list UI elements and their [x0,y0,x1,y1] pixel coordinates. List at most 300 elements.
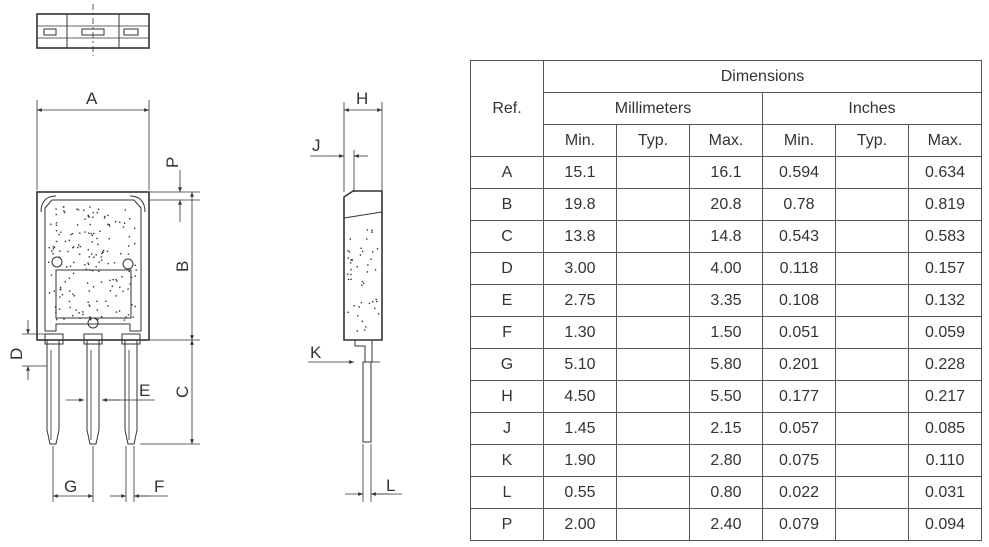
texture-speckle [134,265,135,266]
side-view [344,191,382,442]
cell-in-typ [836,349,909,381]
dimension-g [53,446,93,502]
cell-mm-typ [617,317,690,349]
cell-in-typ [836,509,909,541]
texture-speckle [122,291,123,292]
cell-mm-typ [617,509,690,541]
cell-ref: D [471,253,544,285]
cell-ref: C [471,221,544,253]
cell-in-min: 0.201 [763,349,836,381]
texture-speckle [99,231,100,232]
mm-typ-header: Typ. [617,125,690,157]
label-j: J [312,136,321,155]
cell-ref: L [471,477,544,509]
texture-speckle [361,302,362,303]
cell-in-max: 0.132 [909,285,982,317]
texture-speckle [347,250,348,251]
cell-mm-typ [617,221,690,253]
cell-in-min: 0.022 [763,477,836,509]
texture-speckle [70,266,71,267]
texture-speckle [72,233,73,234]
cell-in-min: 0.594 [763,157,836,189]
cell-mm-max: 4.00 [690,253,763,285]
texture-speckle [55,312,56,313]
cell-ref: K [471,445,544,477]
texture-speckle [72,315,73,316]
table-row [471,221,982,253]
texture-speckle [101,316,102,317]
texture-speckle [70,234,71,235]
texture-speckle [59,257,60,258]
texture-speckle [98,262,99,263]
cell-ref: J [471,413,544,445]
texture-speckle [74,295,75,296]
texture-speckle [98,209,99,210]
texture-speckle [134,228,135,229]
texture-speckle [119,222,120,223]
cell-in-typ [836,381,909,413]
texture-speckle [96,238,97,239]
texture-speckle [69,301,70,302]
texture-speckle [108,263,109,264]
texture-speckle [128,253,129,254]
texture-speckle [92,217,93,218]
texture-speckle [63,206,64,207]
texture-speckle [88,249,89,250]
table-row [471,157,982,189]
texture-speckle [88,215,89,216]
cell-in-max: 0.110 [909,445,982,477]
texture-speckle [60,289,61,290]
texture-speckle [55,208,56,209]
ref-header: Ref. [471,61,544,157]
cell-in-typ [836,317,909,349]
cell-in-max: 0.157 [909,253,982,285]
cell-in-typ [836,477,909,509]
cell-in-min: 0.177 [763,381,836,413]
in-min-header: Min. [763,125,836,157]
cell-in-min: 0.057 [763,413,836,445]
texture-speckle [123,226,124,227]
texture-speckle [93,212,94,213]
texture-speckle [366,238,367,239]
cell-in-min: 0.118 [763,253,836,285]
cell-in-typ [836,189,909,221]
dimensions-table [470,60,982,541]
dimension-p [150,157,200,222]
texture-speckle [66,266,67,267]
texture-speckle [131,304,132,305]
table-row [471,413,982,445]
texture-speckle [130,283,131,284]
dimension-f [110,446,168,502]
cell-mm-typ [617,445,690,477]
mm-max-header: Max. [690,125,763,157]
texture-speckle [51,274,52,275]
dimension-e [66,381,155,400]
texture-speckle [96,254,97,255]
texture-speckle [365,326,366,327]
cell-mm-typ [617,477,690,509]
texture-speckle [63,318,64,319]
cell-in-min: 0.079 [763,509,836,541]
texture-speckle [107,224,108,225]
texture-speckle [350,269,351,270]
cell-in-max: 0.819 [909,189,982,221]
texture-speckle [350,262,351,263]
texture-speckle [362,321,363,322]
cell-mm-typ [617,349,690,381]
cell-mm-max: 3.35 [690,285,763,317]
texture-speckle [78,312,79,313]
texture-speckle [116,311,117,312]
texture-speckle [96,301,97,302]
texture-speckle [60,232,61,233]
texture-speckle [49,247,50,248]
texture-speckle [56,222,57,223]
table-row [471,189,982,221]
texture-speckle [89,316,90,317]
texture-speckle [101,281,102,282]
texture-speckle [129,236,130,237]
texture-speckle [378,313,379,314]
texture-speckle [59,309,60,310]
texture-speckle [86,269,87,270]
table-row [471,317,982,349]
texture-speckle [377,248,378,249]
texture-speckle [73,246,74,247]
label-e: E [139,381,151,400]
texture-speckle [360,248,361,249]
cell-in-max: 0.583 [909,221,982,253]
texture-speckle [357,330,358,331]
texture-speckle [93,233,94,234]
texture-speckle [89,290,90,291]
texture-speckle [372,232,373,233]
dimension-h [344,89,382,192]
cell-in-min: 0.075 [763,445,836,477]
texture-speckle [87,263,88,264]
texture-speckle [348,312,349,313]
cell-mm-min: 3.00 [544,253,617,285]
texture-speckle [89,206,90,207]
texture-speckle [135,275,136,276]
texture-speckle [374,308,375,309]
texture-speckle [88,216,89,217]
texture-speckle [110,290,111,291]
label-f: F [154,477,165,496]
texture-speckle [107,251,108,252]
table-row [471,477,982,509]
dimension-a [37,89,149,190]
cell-mm-typ [617,413,690,445]
cell-mm-typ [617,253,690,285]
cell-in-max: 0.217 [909,381,982,413]
dimension-j [310,136,368,192]
texture-speckle [128,314,129,315]
table-row [471,253,982,285]
dimension-k [308,343,380,362]
dimension-d [7,320,47,380]
cell-mm-max: 14.8 [690,221,763,253]
texture-speckle [115,221,116,222]
texture-speckle [88,264,89,265]
texture-speckle [56,319,57,320]
texture-speckle [115,279,116,280]
texture-speckle [351,259,352,260]
texture-speckle [104,216,105,217]
texture-speckle [63,210,64,211]
texture-speckle [76,310,77,311]
texture-speckle [89,269,90,270]
cell-in-min: 0.051 [763,317,836,349]
texture-speckle [98,271,99,272]
cell-in-typ [836,285,909,317]
cell-mm-max: 5.50 [690,381,763,413]
texture-speckle [79,317,80,318]
texture-speckle [119,287,120,288]
cell-in-max: 0.031 [909,477,982,509]
texture-speckle [92,270,93,271]
texture-speckle [370,259,371,260]
dimension-b [150,192,200,340]
cell-in-min: 0.78 [763,189,836,221]
label-l: L [386,476,396,495]
texture-speckle [124,319,125,320]
texture-speckle [362,251,363,252]
texture-speckle [348,279,349,280]
texture-speckle [76,209,77,210]
texture-speckle [97,309,98,310]
texture-speckle [350,238,351,239]
cell-mm-min: 2.00 [544,509,617,541]
table-row [471,285,982,317]
table-row [471,349,982,381]
label-h: H [356,89,369,108]
texture-speckle [135,306,136,307]
texture-speckle [360,254,361,255]
texture-speckle [60,287,61,288]
texture-speckle [101,253,102,254]
texture-speckle [56,230,57,231]
cell-ref: B [471,189,544,221]
texture-speckle [372,251,373,252]
texture-speckle [358,306,359,307]
label-a: A [86,89,98,108]
texture-speckle [72,293,73,294]
texture-speckle [363,283,364,284]
cell-mm-max: 1.50 [690,317,763,349]
table-row [471,381,982,413]
texture-speckle [376,301,377,302]
label-b: B [173,260,192,272]
texture-speckle [119,310,120,311]
texture-speckle [105,301,106,302]
label-d: D [7,347,26,360]
cell-ref: H [471,381,544,413]
texture-speckle [53,246,54,247]
texture-speckle [348,257,349,258]
texture-speckle [124,223,125,224]
texture-speckle [56,214,57,215]
texture-speckle [50,224,51,225]
cell-mm-min: 1.45 [544,413,617,445]
texture-speckle [97,244,98,245]
texture-speckle [89,305,90,306]
top-view [37,4,149,56]
texture-speckle [367,229,368,230]
texture-speckle [371,230,372,231]
inches-header: Inches [763,93,982,125]
texture-speckle [101,260,102,261]
texture-speckle [89,256,90,257]
texture-speckle [90,319,91,320]
cell-ref: G [471,349,544,381]
texture-speckle [92,241,93,242]
in-typ-header: Typ. [836,125,909,157]
texture-speckle [62,294,63,295]
cell-mm-max: 2.80 [690,445,763,477]
texture-speckle [90,224,91,225]
texture-speckle [73,262,74,263]
texture-speckle [54,291,55,292]
cell-mm-max: 5.80 [690,349,763,381]
texture-speckle [347,273,348,274]
label-p: P [163,156,182,168]
texture-speckle [133,317,134,318]
front-view [37,192,149,444]
cell-in-min: 0.108 [763,285,836,317]
texture-speckle [131,277,132,278]
texture-speckle [125,209,126,210]
texture-speckle [91,253,92,254]
cell-ref: A [471,157,544,189]
texture-speckle [375,269,376,270]
texture-speckle [121,276,122,277]
cell-in-typ [836,445,909,477]
texture-speckle [55,306,56,307]
texture-speckle [69,290,70,291]
texture-speckle [78,244,79,245]
cell-in-max: 0.094 [909,509,982,541]
texture-speckle [93,286,94,287]
package-outline-drawing [0,0,470,547]
cell-in-max: 0.634 [909,157,982,189]
texture-speckle [109,224,110,225]
mm-min-header: Min. [544,125,617,157]
texture-speckle [361,285,362,286]
texture-speckle [369,303,370,304]
texture-speckle [107,305,108,306]
texture-speckle [107,215,108,216]
cell-mm-min: 0.55 [544,477,617,509]
texture-speckle [127,288,128,289]
texture-speckle [93,257,94,258]
texture-speckle [84,231,85,232]
texture-speckle [67,251,68,252]
texture-speckle [82,311,83,312]
texture-speckle [367,264,368,265]
texture-speckle [109,280,110,281]
texture-speckle [101,256,102,257]
cell-in-min: 0.543 [763,221,836,253]
texture-speckle [79,232,80,233]
label-c: C [173,385,192,398]
texture-speckle [134,243,135,244]
texture-speckle [96,266,97,267]
texture-speckle [97,212,98,213]
texture-speckle [357,266,358,267]
dimensions-header: Dimensions [544,61,982,93]
cell-mm-typ [617,157,690,189]
dimension-l [345,444,402,502]
texture-speckle [83,210,84,211]
texture-speckle [48,262,49,263]
texture-speckle [362,281,363,282]
texture-speckle [65,281,66,282]
texture-speckle [70,307,71,308]
texture-speckle [51,250,52,251]
cell-mm-min: 13.8 [544,221,617,253]
texture-speckle [88,233,89,234]
cell-mm-max: 0.80 [690,477,763,509]
cell-mm-typ [617,381,690,413]
texture-speckle [116,280,117,281]
texture-speckle [78,209,79,210]
table-row [471,509,982,541]
texture-speckle [104,217,105,218]
texture-speckle [109,225,110,226]
texture-speckle [82,314,83,315]
texture-speckle [350,279,351,280]
texture-speckle [87,282,88,283]
cell-mm-min: 1.30 [544,317,617,349]
texture-speckle [64,212,65,213]
cell-in-max: 0.059 [909,317,982,349]
label-k: K [310,343,322,362]
cell-mm-min: 15.1 [544,157,617,189]
texture-speckle [116,295,117,296]
texture-speckle [128,245,129,246]
texture-speckle [349,251,350,252]
cell-in-typ [836,413,909,445]
texture-speckle [367,271,368,272]
texture-speckle [120,253,121,254]
texture-speckle [80,246,81,247]
texture-speckle [77,224,78,225]
cell-mm-min: 1.90 [544,445,617,477]
cell-ref: P [471,509,544,541]
texture-speckle [59,251,60,252]
texture-speckle [69,278,70,279]
texture-speckle [56,241,57,242]
texture-speckle [112,286,113,287]
texture-speckle [90,233,91,234]
cell-in-typ [836,221,909,253]
texture-speckle [88,302,89,303]
texture-speckle [136,269,137,270]
texture-speckle [353,305,354,306]
texture-speckle [103,250,104,251]
millimeters-header: Millimeters [544,93,763,125]
texture-speckle [79,254,80,255]
texture-speckle [65,241,66,242]
table-row [471,445,982,477]
texture-speckle [84,264,85,265]
texture-speckle [357,315,358,316]
texture-speckle [52,253,53,254]
texture-speckle [58,234,59,235]
